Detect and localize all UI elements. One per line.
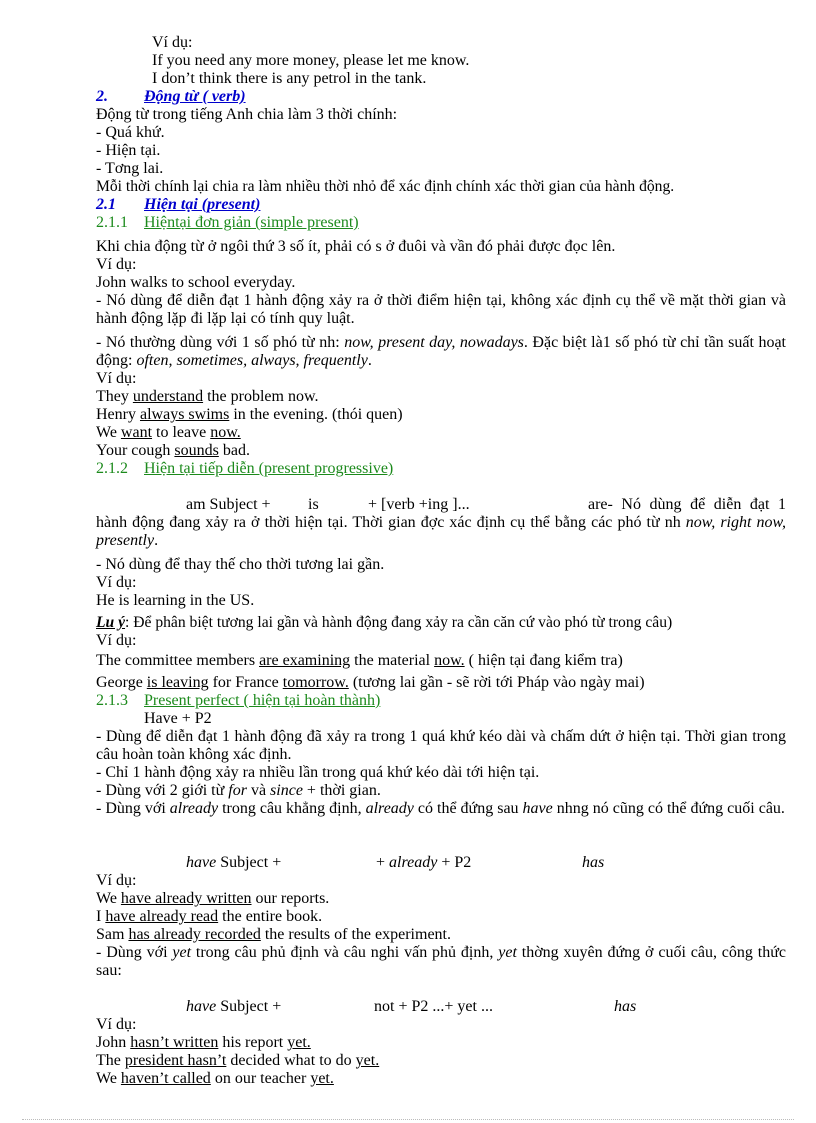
- example-sentence: I have already read the entire book.: [96, 908, 323, 925]
- example-sentence: He is learning in the US.: [96, 592, 255, 609]
- paragraph: - Dùng với 2 giới từ for và since + thời gian.: [96, 782, 381, 799]
- example-sentence: George is leaving for France tomorrow. (tương lai gần - sẽ rời tới Pháp vào ngày mai): [96, 674, 645, 691]
- example-sentence: John walks to school everyday.: [96, 274, 296, 291]
- list-item: - Tơng lai.: [96, 160, 164, 177]
- example-sentence: Sam has already recorded the results of the experiment.: [96, 926, 451, 943]
- section-heading-verb: [96, 88, 246, 106]
- formula-part: + already + P2: [376, 854, 472, 871]
- section-number: 2.: [96, 88, 108, 105]
- paragraph: - Dùng với already trong câu khẳng định, already có thể đứng sau have nhng nó cũng có thể đứng cuối câu.: [96, 800, 785, 817]
- example-sentence: Henry always swims in the evening. (thói quen): [96, 406, 403, 423]
- formula-part: is: [308, 496, 319, 513]
- example-label: Ví dụ:: [96, 574, 137, 591]
- page-bottom-divider: [22, 1119, 794, 1120]
- example-sentence: The committee members are examining the material now. ( hiện tại đang kiểm tra): [96, 652, 623, 669]
- formula: Have + P2: [144, 710, 212, 727]
- example-sentence: We want to leave now.: [96, 424, 241, 441]
- example-label: Ví dụ:: [96, 1016, 137, 1033]
- formula-part: am Subject +: [186, 496, 271, 513]
- example-label: Ví dụ:: [152, 34, 193, 51]
- paragraph: - Nó thường dùng với 1 số phó từ nh: now, present day, nowadays. Đặc biệt là1 số phó từ chỉ tần suất hoạt động: often, sometimes, always, frequently.: [96, 334, 787, 369]
- example-sentence: The president hasn’t decided what to do yet.: [96, 1052, 380, 1069]
- example-label: Ví dụ:: [96, 256, 137, 273]
- subsection-heading: [96, 460, 393, 478]
- formula-part: have Subject +: [186, 998, 282, 1015]
- example-sentence: We haven’t called on our teacher yet.: [96, 1070, 334, 1087]
- paragraph: Mỗi thời chính lại chia ra làm nhiều thời nhỏ để xác định chính xác thời gian của hành động.: [96, 178, 675, 195]
- formula-part: + [verb +ing ]...: [368, 496, 470, 513]
- paragraph: - Dùng để diễn đạt 1 hành động đã xảy ra trong 1 quá khứ kéo dài và chấm dứt ở hiện tại. Thời gian trong câu hoàn toàn không xác định.: [96, 728, 786, 763]
- note: Lu ý: Để phân biệt tương lai gần và hành động đang xảy ra cần căn cứ vào phó từ trong câu): [96, 614, 673, 631]
- subsection-heading: [96, 214, 359, 232]
- subsection-title: Hiện tại tiếp diễn (present progressive): [144, 460, 394, 477]
- example-sentence: We have already written our reports.: [96, 890, 330, 907]
- section-number: 2.1: [96, 196, 116, 213]
- example-label: Ví dụ:: [96, 632, 137, 649]
- example-sentence: They understand the problem now.: [96, 388, 319, 405]
- section-title: Động từ ( verb): [144, 88, 246, 105]
- subsection-number: 2.1.3: [96, 692, 128, 709]
- section-title: Hiện tại (present): [144, 196, 261, 213]
- formula-part: are- Nó dùng để diễn đạt 1: [588, 496, 786, 513]
- paragraph: - Chỉ 1 hành động xảy ra nhiều lần trong quá khứ kéo dài tới hiện tại.: [96, 764, 540, 781]
- subsection-number: 2.1.1: [96, 214, 128, 231]
- formula-part: has: [614, 998, 637, 1015]
- example-label: Ví dụ:: [96, 872, 137, 889]
- example-sentence: Your cough sounds bad.: [96, 442, 250, 459]
- subsection-title: Present perfect ( hiện tại hoàn thành): [144, 692, 381, 709]
- section-heading-present: [96, 196, 260, 214]
- formula-part: has: [582, 854, 605, 871]
- formula-part: have Subject +: [186, 854, 282, 871]
- formula-part: not + P2 ...+ yet ...: [374, 998, 493, 1015]
- paragraph: - Dùng với yet trong câu phủ định và câu nghi vấn phủ định, yet thờng xuyên đứng ở cuối câu, công thức sau:: [96, 944, 786, 979]
- paragraph: - Nó dùng để thay thế cho thời tương lai gần.: [96, 556, 385, 573]
- subsection-title: Hiệntại đơn giản (simple present): [144, 214, 359, 231]
- example-label: Ví dụ:: [96, 370, 137, 387]
- subsection-heading: [96, 692, 380, 710]
- paragraph: - Nó dùng để diễn đạt 1 hành động xảy ra ở thời điểm hiện tại, không xác định cụ thể về mặt thời gian và hành động lặp đi lặp lại có tính quy luật.: [96, 292, 786, 327]
- example-sentence: If you need any more money, please let me know.: [152, 52, 470, 69]
- example-sentence: I don’t think there is any petrol in the tank.: [152, 70, 427, 87]
- list-item: - Quá khứ.: [96, 124, 165, 141]
- paragraph: hành động đang xảy ra ở thời hiện tại. Thời gian đợc xác định cụ thể bằng các phó từ nh now, right now, presently.: [96, 514, 786, 549]
- subsection-number: 2.1.2: [96, 460, 128, 477]
- example-sentence: John hasn’t written his report yet.: [96, 1034, 311, 1051]
- paragraph: Khi chia động từ ở ngôi thứ 3 số ít, phải có s ở đuôi và vần đó phải được đọc lên.: [96, 238, 616, 255]
- paragraph: Động từ trong tiếng Anh chia làm 3 thời chính:: [96, 106, 398, 123]
- list-item: - Hiện tại.: [96, 142, 161, 159]
